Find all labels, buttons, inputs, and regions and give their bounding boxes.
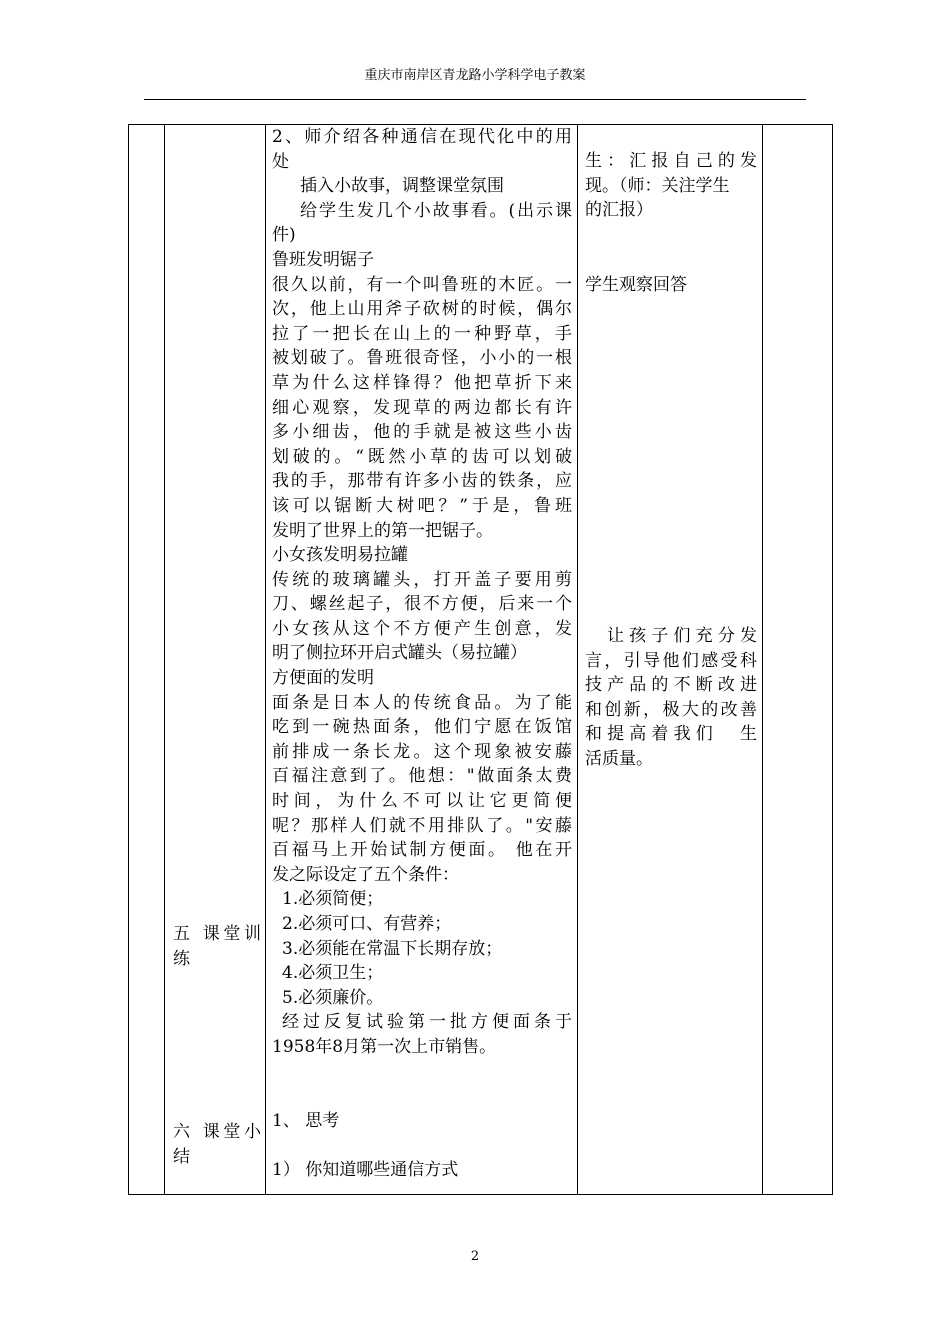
step-label-training: 五 课堂训 练 — [173, 924, 261, 969]
content-line: 发明了世界上的第一把锯子。 — [272, 520, 493, 541]
column-divider — [577, 125, 578, 1194]
summary-question: 1） 你知道哪些通信方式 — [272, 1159, 459, 1180]
content-line: 我的手，那带有许多小齿的铁条，应 — [272, 471, 572, 492]
intent-line: 让孩子们充分发 — [607, 626, 757, 646]
content-line: 刀、螺丝起子，很不方便，后来一个 — [272, 594, 572, 615]
content-line: 1958年8月第一次上市销售。 — [272, 1036, 497, 1057]
column-divider — [164, 125, 165, 1194]
content-line: 该可以锯断大树吧？”于是，鲁班 — [272, 495, 572, 516]
content-line: 发之际设定了五个条件： — [272, 864, 459, 885]
content-line: 百福注意到了。他想："做面条太费 — [272, 766, 572, 787]
condition-item: 1.必须简便； — [282, 889, 384, 910]
content-line: 给学生发几个小故事看。(出示课 — [300, 200, 572, 221]
story-title: 小女孩发明易拉罐 — [272, 545, 408, 566]
intent-line: 技产品的不断改进 — [585, 675, 757, 696]
intent-line: 和创新，极大的改善 — [585, 699, 757, 720]
column-divider — [762, 125, 763, 1194]
content-line: 2、师介绍各种通信在现代化中的用 — [272, 127, 572, 147]
student-line: 学生观察回答 — [585, 275, 687, 295]
header-divider — [144, 99, 806, 100]
content-line: 插入小故事，调整课堂氛围 — [300, 176, 504, 197]
step-label-summary: 六 课堂小 结 — [173, 1122, 261, 1167]
content-line: 百福马上开始试制方便面。 他在开 — [272, 840, 572, 861]
student-activity — [585, 273, 757, 298]
content-line: 吃到一碗热面条，他们宁愿在饭馆 — [272, 717, 572, 738]
content-line: 传统的玻璃罐头，打开盖子要用剪 — [272, 569, 572, 590]
content-line: 草为什么这样锋得？他把草折下来 — [272, 372, 572, 393]
student-line: 生：汇报自己的发 — [585, 151, 757, 171]
content-line: 明了侧拉环开启式罐头（易拉罐） — [272, 643, 527, 664]
content-line: 被划破了。鲁班很奇怪，小小的一根 — [272, 348, 572, 369]
page-header: 重庆市南岸区青龙路小学科学电子教案 — [364, 68, 586, 83]
content-line: 时间，为什么不可以让它更简便 — [272, 791, 572, 812]
summary-heading: 1、 思考 — [272, 1110, 340, 1131]
content-line: 细心观察，发现草的两边都长有许 — [272, 397, 572, 418]
lesson-table — [128, 124, 833, 1195]
column-divider — [265, 125, 266, 1194]
intent-line: 活质量。 — [585, 748, 653, 769]
content-line: 面条是日本人的传统食品。为了能 — [272, 692, 572, 713]
content-line: 处 — [272, 151, 289, 172]
teaching-content — [272, 125, 572, 1183]
content-line: 拉了一把长在山上的一种野草，手 — [272, 323, 572, 344]
story-title: 方便面的发明 — [272, 668, 374, 689]
student-activity — [585, 149, 757, 223]
content-line: 件) — [272, 225, 296, 246]
content-line: 呢？那样人们就不用排队了。"安藤 — [272, 815, 572, 836]
content-line: 很久以前，有一个叫鲁班的木匠。一 — [272, 274, 572, 295]
intent-line: 和提高着我们 生 — [585, 724, 757, 745]
condition-item: 5.必须廉价。 — [282, 987, 384, 1008]
design-intent — [585, 624, 757, 772]
intent-line: 言，引导他们感受科 — [585, 650, 757, 671]
content-line: 次，他上山用斧子砍树的时候，偶尔 — [272, 299, 572, 320]
content-line: 经过反复试验第一批方便面条于 — [282, 1012, 572, 1033]
content-line: 多小细齿，他的手就是被这些小齿 — [272, 422, 572, 443]
content-line: 划破的。“既然小草的齿可以划破 — [272, 446, 572, 467]
student-line: 现。（师：关注学生 — [585, 175, 730, 196]
page-number: 2 — [470, 1249, 480, 1264]
condition-item: 4.必须卫生； — [282, 963, 384, 984]
story-title: 鲁班发明锯子 — [272, 249, 374, 270]
condition-item: 2.必须可口、有营养； — [282, 914, 452, 934]
content-line: 小女孩从这个不方便产生创意，发 — [272, 618, 572, 639]
content-line: 前排成一条长龙。这个现象被安藤 — [272, 741, 572, 762]
condition-item: 3.必须能在常温下长期存放； — [282, 938, 503, 959]
student-line: 的汇报） — [585, 200, 653, 221]
